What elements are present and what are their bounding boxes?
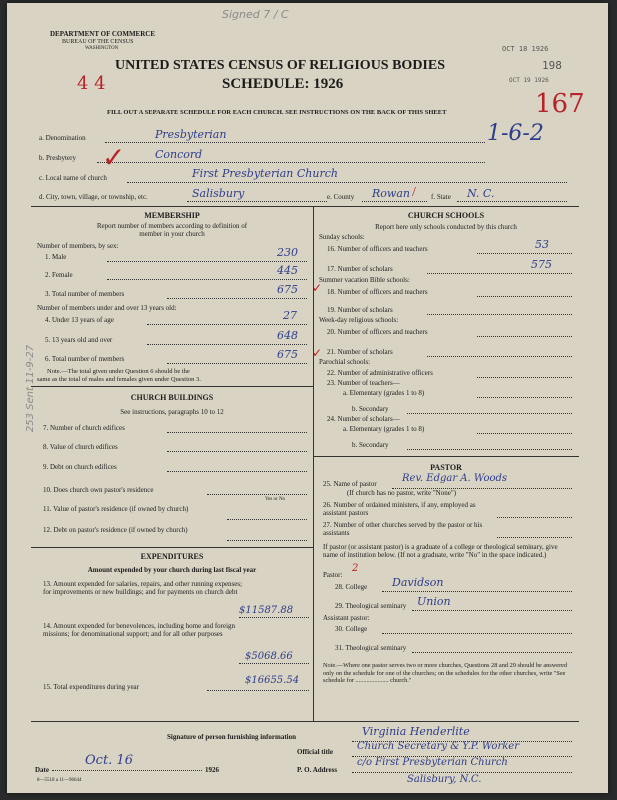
po-address-label: P. O. Address [297,766,338,774]
total-members-age-value: 675 [277,348,298,361]
members-by-sex-label: Number of members, by sex: [37,242,119,250]
po-address-line-1: c/o First Presbyterian Church [357,757,508,768]
total-members-value: 675 [277,283,298,296]
form-subtitle: SCHEDULE: 1926 [222,76,344,92]
pastor-college-label: 28. College [335,583,368,591]
scholars-elementary-label: a. Elementary (grades 1 to 8) [343,425,425,433]
presbytery-value: Concord [155,148,203,161]
presbytery-label: b. Presbytery [39,154,76,162]
bureau-heading: BUREAU OF THE CENSUS [62,39,134,45]
date-year: 1926 [205,766,219,774]
residence-value-label: 11. Value of pastor's residence (if owned by church) [43,505,189,513]
schools-sub: Report here only schools conducted by this church [375,223,517,231]
county-value: Rowan [372,187,410,200]
sunday-officers-label: 16. Number of officers and teachers [327,245,428,253]
teachers-secondary-label: b. Secondary [352,405,389,413]
classification-code: 1-6-2 [487,121,544,146]
department-heading: DEPARTMENT OF COMMERCE [50,30,156,38]
membership-note-2: same as the total of males and females given under Question 3. [37,376,201,383]
expenditure-15-label: 15. Total expenditures during year [43,683,139,691]
sunday-officers-value: 53 [535,238,549,251]
parochial-teachers-label: 23. Number of teachers— [327,379,400,387]
date-label: Date [35,766,49,774]
red-check-mark: ✓ [102,141,126,174]
pastor-title: PASTOR [430,463,462,472]
church-name-label: c. Local name of church [39,174,107,182]
pastor-seminary-value: Union [417,595,451,608]
buildings-sub: See instructions, paragraphs 10 to 12 [120,408,224,416]
sunday-schools-label: Sunday schools: [319,233,365,241]
church-name-value: First Presbyterian Church [192,167,338,180]
schools-title: CHURCH SCHOOLS [407,211,485,220]
red-mark-pastor: 2 [352,563,359,574]
expenditures-title: EXPENDITURES [140,552,204,561]
stamp-number: 198 [542,59,562,72]
red-tick-county: / [412,185,416,200]
second-stamp: OCT 19 1926 [509,77,549,84]
summer-scholars-label: 19. Number of scholars [327,306,393,314]
membership-note-1: Note.—The total given under Question 6 should be the [47,368,190,375]
male-label: 1. Male [45,253,67,261]
official-title-value: Church Secretary & Y.P. Worker [357,741,519,752]
yes-no-hint: Yes or No [265,497,286,502]
residence-debt-label: 12. Debt on pastor's residence (if owned by church) [43,526,188,534]
male-value: 230 [277,246,298,259]
signed-pencil-note: Signed 7 / C [222,8,289,21]
county-label: e. County [327,193,355,201]
official-title-label: Official title [297,748,333,756]
city-label: d. City, town, village, or township, etc. [39,193,148,201]
form-number: 8—5518 a 11—96644 [37,778,82,783]
sunday-scholars-label: 17. Number of scholars [327,265,393,273]
membership-title: MEMBERSHIP [144,211,200,220]
buildings-title: CHURCH BUILDINGS [130,393,214,402]
expenditure-13-value: $11587.88 [239,605,294,616]
pastor-name-value: Rev. Edgar A. Woods [402,473,508,484]
weekday-schools-label: Week-day religious schools: [319,316,399,324]
red-tick-total: ✓ [312,281,323,295]
expenditures-sub: Amount expended by your church during last fiscal year [87,566,257,574]
form-title: UNITED STATES CENSUS OF RELIGIOUS BODIES [115,58,446,73]
assistant-pastors-label: 26. Number of ordained ministers, if any, employed as assistant pastors [323,501,476,517]
weekday-officers-label: 20. Number of officers and teachers [327,328,428,336]
total-members-label: 3. Total number of members [45,290,125,298]
pastor-name-label: 25. Name of pastor [323,480,377,488]
pastor-note: Note.—Where one pastor serves two or more churches, Questions 28 and 29 should be answered only on the schedule for one of the churches; on the schedules for the other churches, write "See schedule for ..................... church." [323,662,568,684]
expenditure-14-label: 14. Amount expended for benevolences, including home and foreign missions; for denominational support; and for all other purposes [43,622,236,638]
pastor-college-value: Davidson [392,576,444,589]
census-schedule-sheet [7,3,608,793]
red-number-right: 167 [535,89,585,119]
red-number-left: 4 4 [77,73,106,94]
sunday-scholars-value: 575 [531,258,552,271]
assistant-college-label: 30. College [335,625,368,633]
under-13-label: 4. Under 13 years of age [45,316,114,324]
expenditure-13-label: 13. Amount expended for salaries, repairs, and other running expenses; for improvements or new buildings; and for payments on church debt [43,580,243,596]
denomination-label: a. Denomination [39,134,86,142]
city-value: Salisbury [192,187,245,200]
age-group-label: Number of members under and over 13 years old: [37,304,177,312]
pastor-none-hint: (If church has no pastor, write "None") [347,489,457,497]
teachers-elementary-label: a. Elementary (grades 1 to 8) [343,389,425,397]
city-heading: WASHINGTON [85,46,119,51]
other-churches-label: 27. Number of other churches served by the pastor or his assistants [323,521,483,537]
under-13-value: 27 [283,309,297,322]
received-stamp: OCT 18 1926 [502,45,549,53]
membership-intro-2: member in your church [139,230,205,238]
denomination-value: Presbyterian [155,128,227,141]
summer-schools-label: Summer vacation Bible schools: [319,276,410,284]
over-13-value: 648 [277,329,298,342]
state-value: N. C. [467,187,495,200]
weekday-scholars-label: 21. Number of scholars [327,348,393,356]
over-13-label: 5. 13 years old and over [45,336,113,344]
assistant-seminary-label: 31. Theological seminary [335,644,407,652]
membership-intro-1: Report number of members according to definition of [96,222,248,230]
pastor-subheading: Pastor: [323,571,343,579]
signature-value: Virginia Henderlite [362,725,470,738]
assistant-pastor-subheading: Assistant pastor: [323,614,370,622]
margin-pencil-note: 253 Sent 11-9-27 [25,344,37,433]
residence-own-label: 10. Does church own pastor's residence [43,486,154,494]
signature-label: Signature of person furnishing information [167,733,296,741]
instruction-line: FILL OUT A SEPARATE SCHEDULE FOR EACH CHURCH. SEE INSTRUCTIONS ON THE BACK OF THIS SHEET [107,109,447,116]
female-label: 2. Female [45,271,73,279]
po-address-line-2: Salisbury, N.C. [407,774,482,785]
parochial-officers-label: 22. Number of administrative officers [327,369,433,377]
graduate-instruction: If pastor (or assistant pastor) is a graduate of a college or theological seminary, give name of institution below. (If not a graduate, write "No" in the space indicated.) [323,543,558,559]
parochial-schools-label: Parochial schools: [319,358,371,366]
parochial-scholars-label: 24. Number of scholars— [327,415,400,423]
edifices-label: 7. Number of church edifices [43,424,125,432]
edifices-value-label: 8. Value of church edifices [43,443,118,451]
scholars-secondary-label: b. Secondary [352,441,389,449]
expenditure-15-value: $16655.54 [245,675,300,686]
date-value: Oct. 16 [85,753,133,768]
red-tick-total-age: ✓ [312,346,323,360]
female-value: 445 [277,264,298,277]
summer-officers-label: 18. Number of officers and teachers [327,288,428,296]
total-members-age-label: 6. Total number of members [45,355,125,363]
edifices-debt-label: 9. Debt on church edifices [43,463,117,471]
state-label: f. State [431,193,451,201]
expenditure-14-value: $5068.66 [245,651,293,662]
pastor-seminary-label: 29. Theological seminary [335,602,407,610]
